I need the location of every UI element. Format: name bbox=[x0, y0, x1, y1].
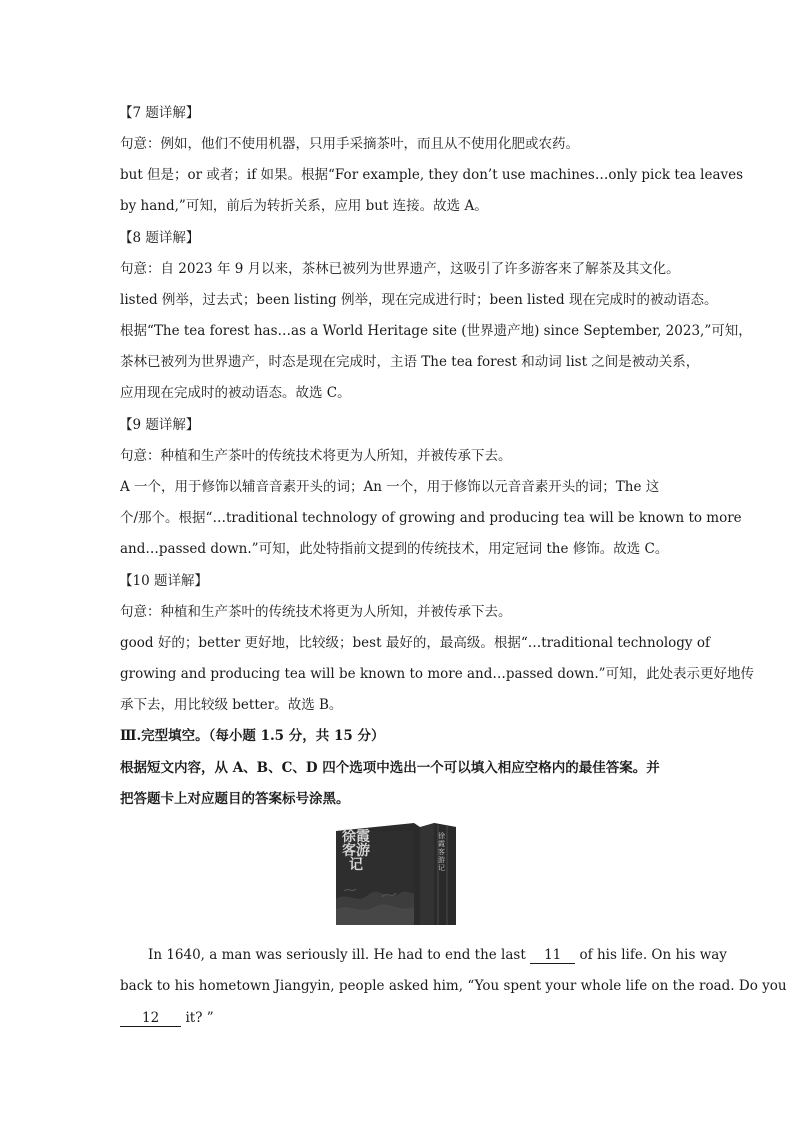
passage-line: back to his hometown Jiangyin, people asked him, “You spent your whole life on the road. Do you bbox=[120, 978, 787, 994]
text-line: A 一个，用于修饰以辅音音素开头的词；An 一个，用于修饰以元音音素开头的词；The 这 bbox=[120, 479, 660, 495]
heading-q10: 【10 题详解】 bbox=[119, 573, 208, 589]
passage-text: of his life. On his way bbox=[575, 947, 727, 963]
passage-line bbox=[148, 946, 727, 964]
text-line: 承下去，用比较级 better。故选 B。 bbox=[120, 697, 343, 713]
book-spine-title: 徐霞客游记 bbox=[438, 832, 445, 872]
text-line: growing and producing tea will be known to more and…passed down.”可知，此处表示更好地传 bbox=[120, 666, 755, 682]
heading-q9: 【9 题详解】 bbox=[119, 417, 200, 433]
passage-text: it? ” bbox=[181, 1010, 214, 1026]
text-line: 茶林已被列为世界遗产，时态是现在完成时，主语 The tea forest 和动词 list 之间是被动关系， bbox=[120, 354, 700, 370]
book-cover-title: 徐霞客游记 bbox=[342, 829, 370, 873]
blank-11[interactable]: 11 bbox=[530, 947, 575, 964]
heading-q7: 【7 题详解】 bbox=[119, 105, 200, 121]
text-line: 应用现在完成时的被动语态。故选 C。 bbox=[120, 385, 351, 401]
passage-text: In 1640, a man was seriously ill. He had to end the last bbox=[148, 947, 531, 963]
instruction-line: 根据短文内容，从 A、B、C、D 四个选项中选出一个可以填入相应空格内的最佳答案。并 bbox=[120, 760, 660, 776]
instruction-line: 把答题卡上对应题目的答案标号涂黑。 bbox=[120, 791, 350, 807]
passage-line bbox=[120, 1009, 680, 1027]
text-line: 根据“The tea forest has…as a World Heritage site (世界遗产地) since September, 2023,”可知， bbox=[120, 323, 752, 339]
text-line: 句意：自 2023 年 9 月以来，茶林已被列为世界遗产，这吸引了许多游客来了解茶及其文化。 bbox=[120, 261, 680, 277]
text-line: by hand,”可知，前后为转折关系，应用 but 连接。故选 A。 bbox=[120, 198, 488, 214]
text-line: and…passed down.”可知，此处特指前文提到的传统技术，用定冠词 the 修饰。故选 C。 bbox=[120, 541, 669, 557]
text-line: 个/那个。根据“…traditional technology of growing and producing tea will be known to more bbox=[120, 510, 742, 526]
section-title: Ⅲ.完型填空。（每小题 1.5 分，共 15 分） bbox=[120, 728, 385, 744]
text-line: 句意：种植和生产茶叶的传统技术将更为人所知，并被传承下去。 bbox=[120, 448, 512, 464]
text-line: 句意：种植和生产茶叶的传统技术将更为人所知，并被传承下去。 bbox=[120, 604, 512, 620]
text-line: but 但是；or 或者；if 如果。根据“For example, they don’t use machines…only pick tea leaves bbox=[120, 167, 744, 183]
text-line: 句意：例如，他们不使用机器，只用手采摘茶叶，而且从不使用化肥或农药。 bbox=[120, 136, 579, 152]
text-line: listed 例举，过去式；been listing 例举，现在完成进行时；been listed 现在完成时的被动语态。 bbox=[120, 292, 718, 308]
heading-q8: 【8 题详解】 bbox=[119, 230, 200, 246]
blank-12[interactable]: 12 bbox=[120, 1010, 181, 1027]
text-line: good 好的；better 更好地，比较级；best 最好的，最高级。根据“…traditional technology of bbox=[120, 635, 710, 651]
